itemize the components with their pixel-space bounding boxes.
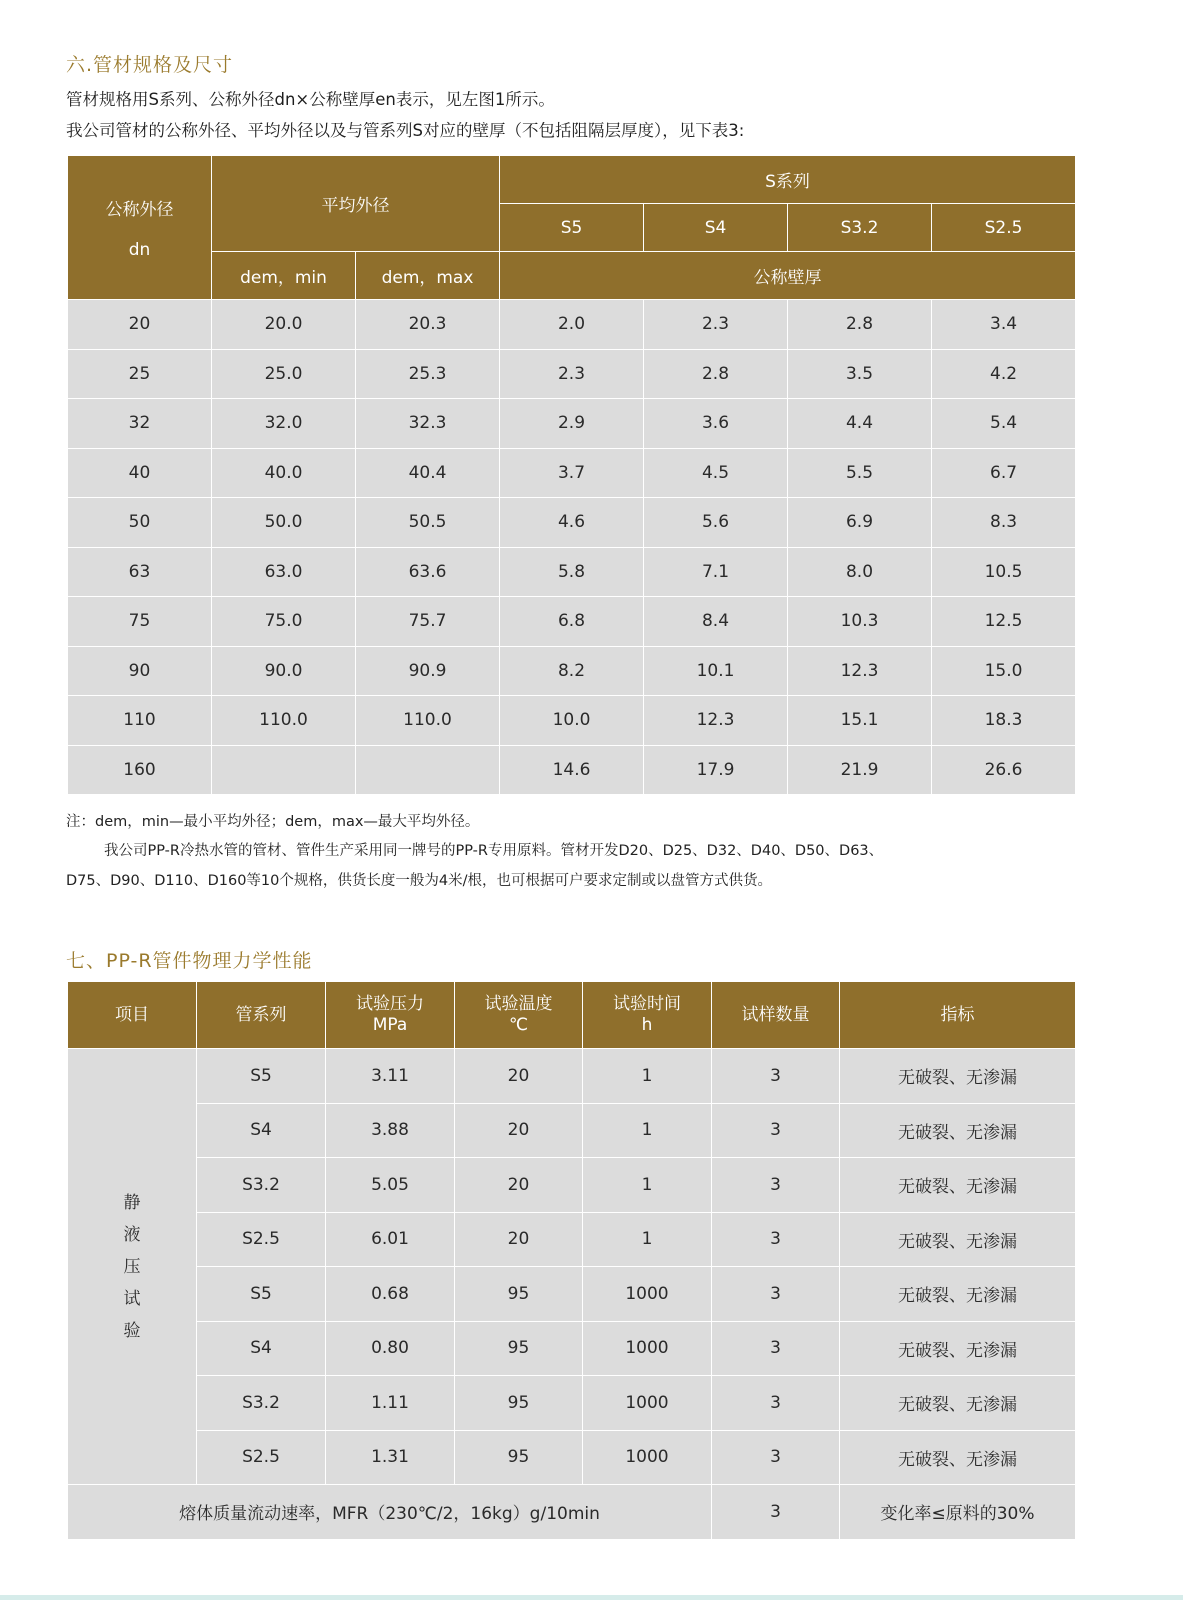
table-cell: 160 [68, 745, 212, 795]
table-cell: 8.2 [500, 646, 644, 696]
table-cell: 63.6 [356, 547, 500, 597]
table-cell: S5 [197, 1049, 326, 1104]
table-intro: 我公司管材的公称外径、平均外径以及与管系列S对应的壁厚（不包括阻隔层厚度），见下表3: [66, 121, 745, 140]
table-row [68, 1103, 1076, 1158]
table-cell: 63.0 [212, 547, 356, 597]
table-cell: 95 [455, 1430, 583, 1485]
table-cell: 1000 [583, 1321, 712, 1376]
table-cell: 无破裂、无渗漏 [840, 1430, 1076, 1485]
mfr-sample-count: 3 [712, 1485, 840, 1540]
table-cell: 10.5 [932, 547, 1076, 597]
table-cell: 3 [712, 1267, 840, 1322]
header-test-pressure [326, 982, 455, 1049]
table-cell: 无破裂、无渗漏 [840, 1212, 1076, 1267]
table-cell: 3.7 [500, 448, 644, 498]
header-s4: S4 [644, 204, 788, 252]
table-cell: 12.3 [644, 696, 788, 746]
table-cell: 无破裂、无渗漏 [840, 1321, 1076, 1376]
table-cell: 20.0 [212, 300, 356, 350]
table-cell: 3 [712, 1376, 840, 1431]
table-cell: 95 [455, 1376, 583, 1431]
group-label-char: 液 [123, 1224, 141, 1245]
header-index: 指标 [840, 982, 1076, 1049]
mfr-row [68, 1485, 1076, 1540]
table-cell: S2.5 [197, 1212, 326, 1267]
header-s2-5: S2.5 [932, 204, 1076, 252]
table-cell: 18.3 [932, 696, 1076, 746]
table-cell: 5.4 [932, 399, 1076, 449]
table-cell: 63 [68, 547, 212, 597]
table-cell: S5 [197, 1267, 326, 1322]
table-row [68, 399, 1076, 449]
table-cell: 5.05 [326, 1158, 455, 1213]
table-cell: 1 [583, 1158, 712, 1213]
table-cell: 4.4 [788, 399, 932, 449]
table-row [68, 1267, 1076, 1322]
table-cell: 无破裂、无渗漏 [840, 1103, 1076, 1158]
header-test-pressure-unit: MPa [372, 1015, 408, 1035]
table-cell: 50 [68, 498, 212, 548]
table-row [68, 498, 1076, 548]
table-cell: 20 [455, 1103, 583, 1158]
header-s-series: S系列 [500, 156, 1076, 204]
table-cell: 3.88 [326, 1103, 455, 1158]
table-cell: 25.0 [212, 349, 356, 399]
table-cell: 无破裂、无渗漏 [840, 1158, 1076, 1213]
table-cell: 14.6 [500, 745, 644, 795]
table-cell: 2.9 [500, 399, 644, 449]
header-item: 项目 [68, 982, 197, 1049]
table-cell: 2.8 [788, 300, 932, 350]
table-cell: 3.4 [932, 300, 1076, 350]
table-cell: 4.5 [644, 448, 788, 498]
table-cell: S2.5 [197, 1430, 326, 1485]
table-cell: 5.8 [500, 547, 644, 597]
header-test-pressure-label: 试验压力 [356, 994, 424, 1014]
table-cell: 90 [68, 646, 212, 696]
table-cell: 15.0 [932, 646, 1076, 696]
group-label-char: 验 [123, 1320, 141, 1341]
table-cell: 1 [583, 1049, 712, 1104]
table-cell: 75.7 [356, 597, 500, 647]
header-wall-thickness: 公称壁厚 [500, 252, 1076, 300]
header-dn [68, 156, 212, 300]
table-cell: 1 [583, 1212, 712, 1267]
table-cell: S4 [197, 1103, 326, 1158]
table-row [68, 1430, 1076, 1485]
table-cell: 4.2 [932, 349, 1076, 399]
header-dn-symbol: dn [128, 240, 151, 260]
table-cell: 50.5 [356, 498, 500, 548]
table-row [68, 745, 1076, 795]
table-cell: 10.1 [644, 646, 788, 696]
spec-description: 管材规格用S系列、公称外径dn×公称壁厚en表示，见左图1所示。 [66, 90, 555, 109]
fitting-performance-table [67, 981, 1076, 1540]
table-cell: 6.8 [500, 597, 644, 647]
header-dn-label: 公称外径 [105, 200, 174, 220]
table-row [68, 448, 1076, 498]
table-cell: 110 [68, 696, 212, 746]
table-cell: 12.3 [788, 646, 932, 696]
table-cell: 0.80 [326, 1321, 455, 1376]
mfr-label: 熔体质量流动速率，MFR（230℃/2，16kg）g/10min [68, 1485, 712, 1540]
header-test-temperature [455, 982, 583, 1049]
table-row [68, 1158, 1076, 1213]
table-cell: 20 [455, 1158, 583, 1213]
table-cell: 17.9 [644, 745, 788, 795]
table-cell: 无破裂、无渗漏 [840, 1376, 1076, 1431]
table-row [68, 646, 1076, 696]
table-cell: 95 [455, 1267, 583, 1322]
table-cell: 6.9 [788, 498, 932, 548]
mfr-index: 变化率≤原料的30% [840, 1485, 1076, 1540]
header-pipe-series: 管系列 [197, 982, 326, 1049]
table-cell: 8.3 [932, 498, 1076, 548]
table-cell: 3 [712, 1049, 840, 1104]
header-test-time-unit: h [641, 1015, 653, 1035]
header-test-time-label: 试验时间 [613, 994, 681, 1014]
table-cell: 10.3 [788, 597, 932, 647]
table-cell: 20 [455, 1049, 583, 1104]
table-row [68, 1321, 1076, 1376]
table-cell: 3 [712, 1430, 840, 1485]
table-cell: 4.6 [500, 498, 644, 548]
table-row [68, 1376, 1076, 1431]
header-s5: S5 [500, 204, 644, 252]
table-row [68, 597, 1076, 647]
company-note-line1: 我公司PP-R冷热水管的管材、管件生产采用同一牌号的PP-R专用原料。管材开发D20、D25、D32、D40、D50、D63、 [104, 843, 884, 859]
table-cell: 32.0 [212, 399, 356, 449]
header-test-time [583, 982, 712, 1049]
table-cell: 21.9 [788, 745, 932, 795]
table-cell: 95 [455, 1321, 583, 1376]
table-cell: 90.0 [212, 646, 356, 696]
section-6-title: 六.管材规格及尺寸 [66, 54, 234, 76]
table-cell: 3.6 [644, 399, 788, 449]
table-cell: 6.01 [326, 1212, 455, 1267]
header-mean-od: 平均外径 [212, 156, 500, 252]
table-cell: S3.2 [197, 1158, 326, 1213]
header-dem-min: dem，min [212, 252, 356, 300]
table-cell: 20.3 [356, 300, 500, 350]
table-cell: 25.3 [356, 349, 500, 399]
table-cell: 110.0 [212, 696, 356, 746]
table-cell: 25 [68, 349, 212, 399]
table-cell: 40.0 [212, 448, 356, 498]
table-cell: 8.0 [788, 547, 932, 597]
table-cell [356, 745, 500, 795]
header-test-temperature-label: 试验温度 [484, 994, 553, 1014]
table-cell: S3.2 [197, 1376, 326, 1431]
pipe-dimension-table [67, 155, 1076, 795]
table-cell: 3 [712, 1158, 840, 1213]
table-row [68, 1212, 1076, 1267]
table-cell: 110.0 [356, 696, 500, 746]
table-row [68, 300, 1076, 350]
table-row [68, 547, 1076, 597]
table-cell: 10.0 [500, 696, 644, 746]
table-cell: 26.6 [932, 745, 1076, 795]
table-cell: 5.5 [788, 448, 932, 498]
table-cell: 20 [455, 1212, 583, 1267]
table-cell: 1000 [583, 1376, 712, 1431]
bottom-border [0, 1595, 1183, 1600]
section-7-title: 七、PP-R管件物理力学性能 [66, 950, 313, 972]
table-cell: 无破裂、无渗漏 [840, 1049, 1076, 1104]
table-note: 注：dem，min—最小平均外径；dem，max—最大平均外径。 [66, 814, 480, 830]
table-cell: 1 [583, 1103, 712, 1158]
table-cell: 无破裂、无渗漏 [840, 1267, 1076, 1322]
table-cell [212, 745, 356, 795]
table-cell: 8.4 [644, 597, 788, 647]
table-cell: 7.1 [644, 547, 788, 597]
table-cell: 3.5 [788, 349, 932, 399]
table-cell: 3 [712, 1212, 840, 1267]
table-cell: 1000 [583, 1267, 712, 1322]
table-cell: 3 [712, 1103, 840, 1158]
header-s3-2: S3.2 [788, 204, 932, 252]
table-cell: 20 [68, 300, 212, 350]
table-cell: 2.3 [644, 300, 788, 350]
table-cell: 2.8 [644, 349, 788, 399]
table-cell: 50.0 [212, 498, 356, 548]
table-cell: 1.11 [326, 1376, 455, 1431]
header-dem-max: dem，max [356, 252, 500, 300]
table-cell: 3.11 [326, 1049, 455, 1104]
table-row [68, 349, 1076, 399]
table-cell: 6.7 [932, 448, 1076, 498]
table-cell: 40.4 [356, 448, 500, 498]
table-cell: 0.68 [326, 1267, 455, 1322]
table-cell: 75 [68, 597, 212, 647]
table-cell: 90.9 [356, 646, 500, 696]
table-cell: 32.3 [356, 399, 500, 449]
table-cell: 2.0 [500, 300, 644, 350]
table-cell: 32 [68, 399, 212, 449]
table-cell: 75.0 [212, 597, 356, 647]
table-row [68, 1049, 1076, 1104]
table-cell: 3 [712, 1321, 840, 1376]
header-test-temperature-unit: ℃ [508, 1015, 529, 1035]
group-label-char: 静 [123, 1192, 141, 1213]
table-cell: S4 [197, 1321, 326, 1376]
header-sample-count: 试样数量 [712, 982, 840, 1049]
table-cell: 1000 [583, 1430, 712, 1485]
table-cell: 12.5 [932, 597, 1076, 647]
table-cell: 40 [68, 448, 212, 498]
group-label-hydrostatic-test [68, 1049, 197, 1485]
group-label-char: 压 [123, 1256, 141, 1277]
table-row [68, 696, 1076, 746]
table-cell: 1.31 [326, 1430, 455, 1485]
table-cell: 2.3 [500, 349, 644, 399]
table-cell: 5.6 [644, 498, 788, 548]
table-cell: 15.1 [788, 696, 932, 746]
group-label-char: 试 [123, 1288, 141, 1309]
company-note-line2: D75、D90、D110、D160等10个规格，供货长度一般为4米/根，也可根据可户要求定制或以盘管方式供货。 [66, 873, 772, 889]
